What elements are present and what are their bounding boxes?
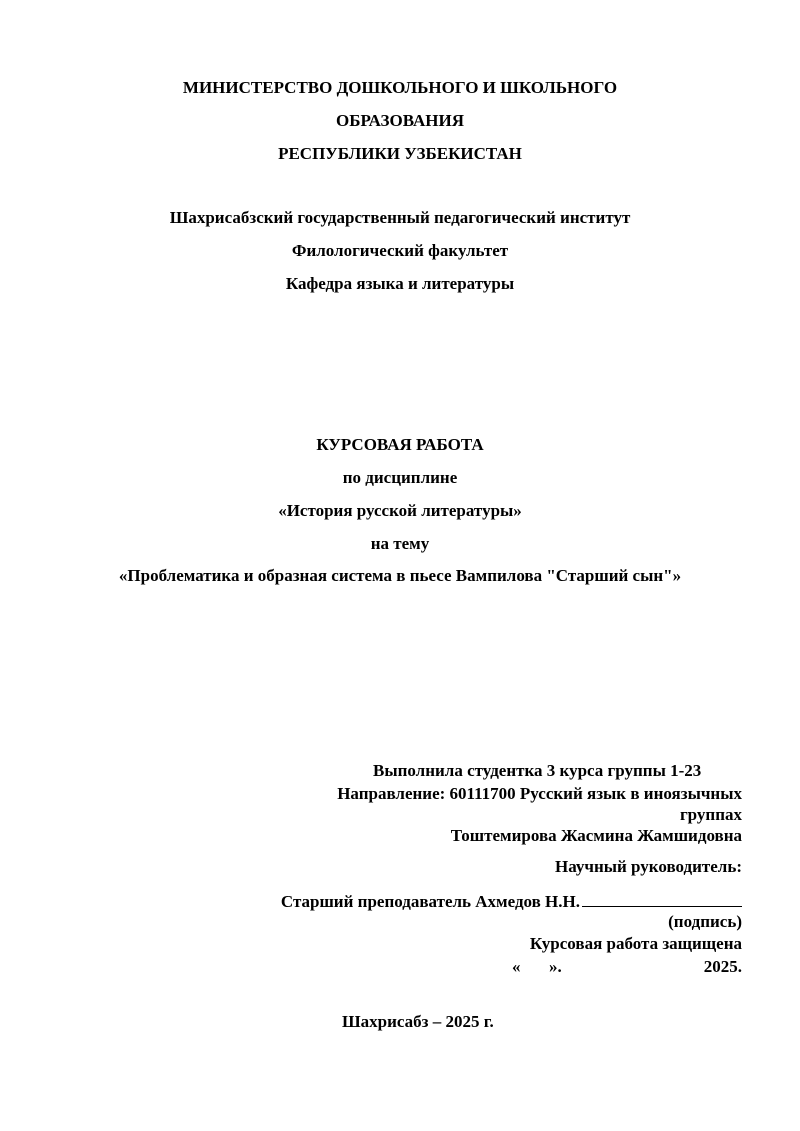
defense-date <box>512 957 742 977</box>
date-quote-open: « <box>512 957 521 976</box>
ministry-line-1: МИНИСТЕРСТВО ДОШКОЛЬНОГО И ШКОЛЬНОГО <box>182 78 618 97</box>
supervisor-label: Научный руководитель: <box>555 857 742 876</box>
topic-title: «Проблематика и образная система в пьесе Вампилова "Старший сын"» <box>118 566 682 585</box>
ministry-line-3: РЕСПУБЛИКИ УЗБЕКИСТАН <box>278 144 522 163</box>
institute-name: Шахрисабзский государственный педагогический институт <box>169 208 631 227</box>
faculty-name: Филологический факультет <box>291 241 509 260</box>
signature-blank <box>582 891 742 907</box>
department-name: Кафедра языка и литературы <box>285 274 515 293</box>
supervisor-line <box>281 891 742 910</box>
date-year: 2025. <box>703 957 742 976</box>
discipline-name: «История русской литературы» <box>278 501 522 520</box>
direction-line-1: Направление: 60111700 Русский язык в иноязычных <box>337 784 742 803</box>
city-year: Шахрисабз – 2025 г. <box>342 1012 494 1031</box>
discipline-prefix: по дисциплине <box>342 468 458 487</box>
student-name: Тоштемирова Жасмина Жамшидовна <box>450 826 742 845</box>
date-quote-close: ». <box>549 957 562 976</box>
direction-line-2: группах <box>679 805 742 824</box>
signature-label: (подпись) <box>668 912 742 931</box>
topic-prefix: на тему <box>370 534 430 553</box>
performed-by: Выполнила студентка 3 курса группы 1-23 <box>373 761 702 780</box>
defense-label: Курсовая работа защищена <box>529 934 742 953</box>
supervisor-name: Старший преподаватель Ахмедов Н.Н. <box>280 892 580 911</box>
ministry-line-2: ОБРАЗОВАНИЯ <box>336 111 464 130</box>
work-type: КУРСОВАЯ РАБОТА <box>316 435 484 454</box>
